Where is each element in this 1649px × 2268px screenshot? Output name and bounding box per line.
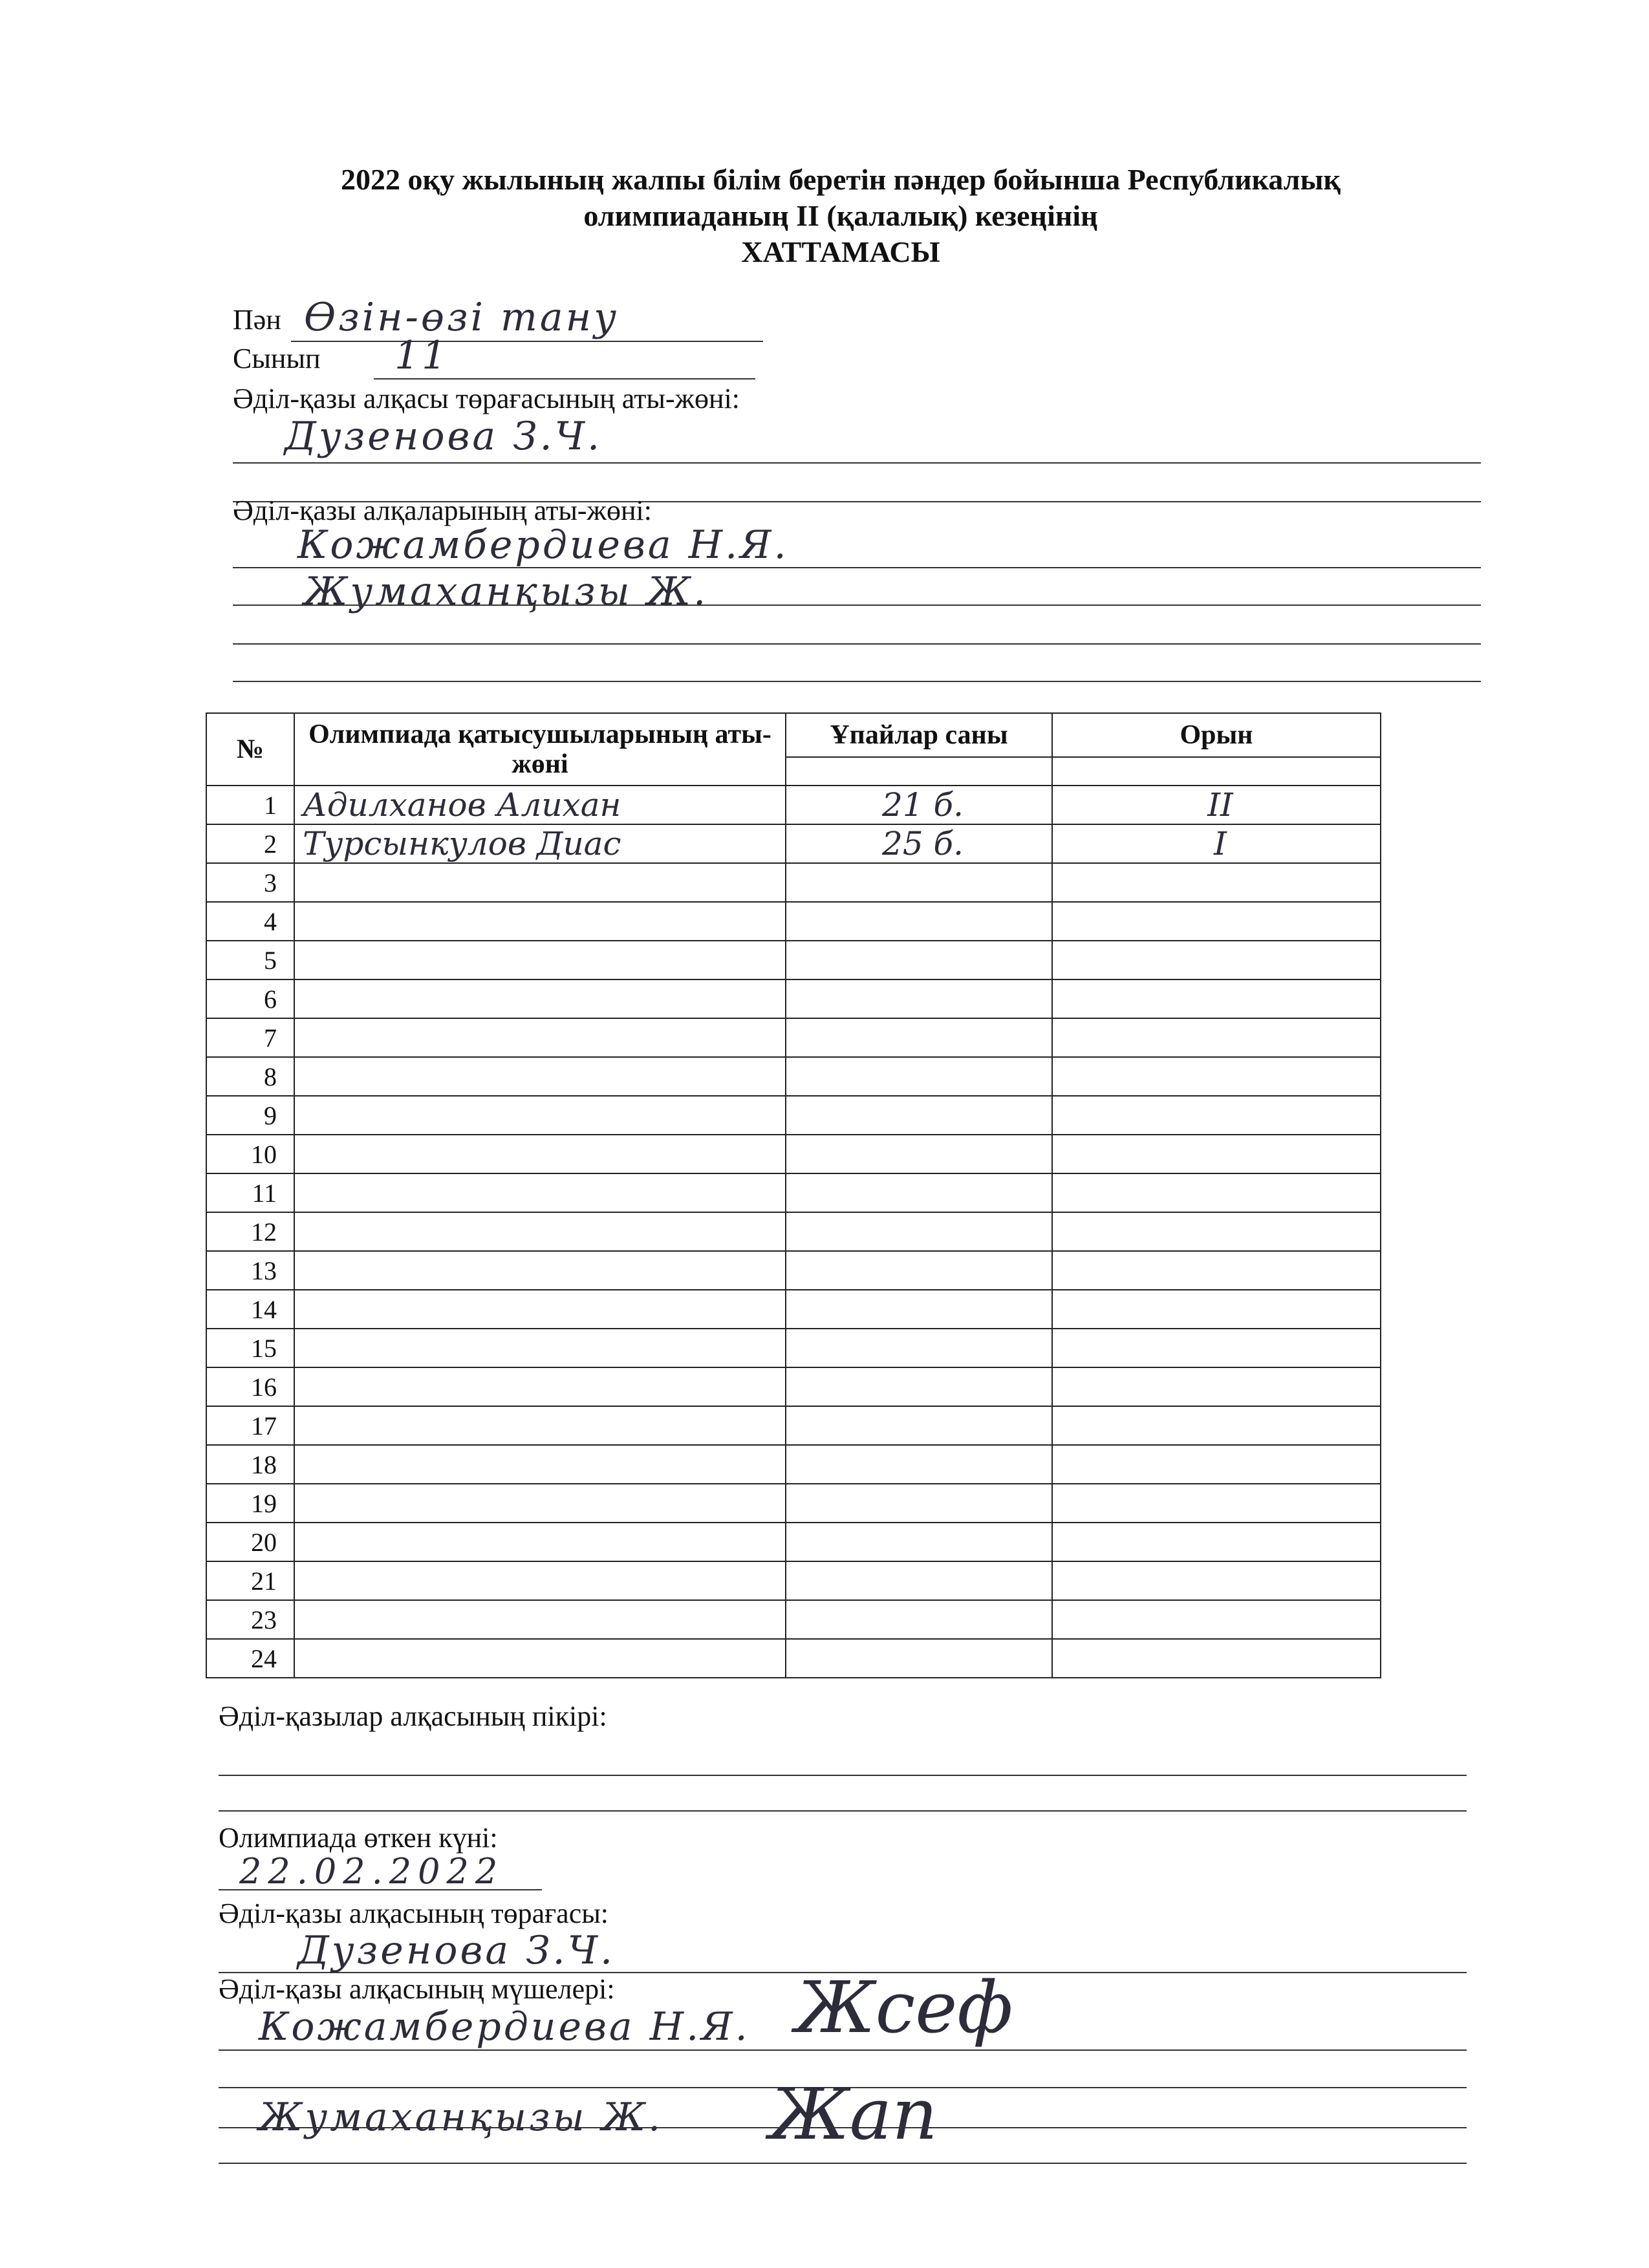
row-number-cell: 13 (206, 1251, 294, 1290)
participant-name-cell: Адилханов Алихан (294, 786, 786, 824)
table-row (206, 1406, 1381, 1445)
place-cell (1052, 1600, 1381, 1639)
row-number-cell: 19 (206, 1484, 294, 1523)
jury-member-footer-2: Жумаханқызы Ж. (259, 2095, 663, 2140)
table-row (206, 863, 1381, 902)
place-cell (1052, 1561, 1381, 1600)
table-row (206, 1484, 1381, 1523)
protocol-title-line-3: ХАТТАМАСЫ (741, 235, 940, 268)
col-header-place-sub (1052, 757, 1381, 786)
members-footer-line-4 (219, 2163, 1467, 2164)
jury-member-2: Жумаханқызы Ж. (304, 569, 709, 614)
place-cell (1052, 1251, 1381, 1290)
place-cell (1052, 1212, 1381, 1251)
score-cell (786, 1406, 1052, 1445)
score-cell: 25 б. (786, 824, 1052, 863)
date-underline (219, 1889, 542, 1890)
participant-name-cell (294, 1523, 786, 1561)
participant-name-cell (294, 1018, 786, 1057)
table-row (206, 786, 1381, 824)
row-number-cell: 24 (206, 1639, 294, 1678)
signature-2: Жап (770, 2073, 938, 2156)
table-row (206, 979, 1381, 1018)
row-number-cell: 8 (206, 1057, 294, 1096)
participant-name-cell (294, 1135, 786, 1173)
place-cell: I (1052, 824, 1381, 863)
row-number-cell: 12 (206, 1212, 294, 1251)
table-row (206, 1135, 1381, 1173)
jury-chair-line-1 (233, 462, 1481, 464)
signature-1: Жсеф (795, 1966, 1013, 2049)
row-number-cell: 2 (206, 824, 294, 863)
protocol-title-line-2: олимпиаданың II (қалалық) кезеңінің (583, 199, 1098, 232)
table-row (206, 1600, 1381, 1639)
jury-members-label: Әділ-қазы алқаларының аты-жөні: (233, 495, 652, 526)
table-row (206, 1057, 1381, 1096)
table-row (206, 1367, 1381, 1406)
place-cell (1052, 1484, 1381, 1523)
place-cell (1052, 1173, 1381, 1212)
class-value: 11 (394, 333, 449, 378)
table-row (206, 1096, 1381, 1135)
place-cell (1052, 1367, 1381, 1406)
class-label: Сынып (233, 343, 321, 374)
place-cell (1052, 979, 1381, 1018)
score-cell (786, 1329, 1052, 1367)
row-number-cell: 9 (206, 1096, 294, 1135)
participant-name-cell (294, 1367, 786, 1406)
table-row (206, 1523, 1381, 1561)
participant-name-cell (294, 1484, 786, 1523)
score-cell (786, 1135, 1052, 1173)
place-cell (1052, 1096, 1381, 1135)
row-number-cell: 5 (206, 941, 294, 979)
row-number-cell: 21 (206, 1561, 294, 1600)
score-cell (786, 1018, 1052, 1057)
jury-chair-value: Дузенова З.Ч. (285, 414, 603, 459)
score-cell (786, 1484, 1052, 1523)
participant-name-cell (294, 1251, 786, 1290)
row-number-cell: 6 (206, 979, 294, 1018)
row-number-cell: 10 (206, 1135, 294, 1173)
score-cell (786, 1600, 1052, 1639)
participant-name-cell (294, 1290, 786, 1329)
table-row (206, 902, 1381, 941)
col-header-score: Ұпайлар саны (786, 713, 1052, 757)
table-row (206, 1329, 1381, 1367)
participant-name-cell (294, 1639, 786, 1678)
olympiad-date-label: Олимпиада өткен күні: (219, 1822, 498, 1854)
score-cell (786, 1561, 1052, 1600)
table-row (206, 1251, 1381, 1290)
participant-name-cell (294, 1561, 786, 1600)
row-number-cell: 7 (206, 1018, 294, 1057)
score-cell (786, 1057, 1052, 1096)
olympiad-date-value: 22.02.2022 (239, 1851, 504, 1892)
col-header-place: Орын (1052, 713, 1381, 757)
jury-chair-footer-value: Дузенова З.Ч. (297, 1928, 616, 1973)
score-cell (786, 1251, 1052, 1290)
score-cell: 21 б. (786, 786, 1052, 824)
participant-name-cell: Турсынкулов Диас (294, 824, 786, 863)
table-row (206, 1639, 1381, 1678)
participant-name-cell (294, 941, 786, 979)
row-number-cell: 14 (206, 1290, 294, 1329)
place-cell (1052, 941, 1381, 979)
results-table (206, 712, 1381, 1678)
table-row (206, 1290, 1381, 1329)
participant-name-cell (294, 902, 786, 941)
participant-name-cell (294, 863, 786, 902)
opinion-line-2 (219, 1810, 1467, 1812)
score-cell (786, 941, 1052, 979)
subject-label: Пән (233, 304, 281, 336)
participant-name-cell (294, 1600, 786, 1639)
place-cell (1052, 863, 1381, 902)
row-number-cell: 15 (206, 1329, 294, 1367)
jury-chair-label: Әділ-қазы алқасы төрағасының аты-жөні: (233, 383, 740, 414)
col-header-score-sub (786, 757, 1052, 786)
table-row (206, 1445, 1381, 1484)
row-number-cell: 4 (206, 902, 294, 941)
score-cell (786, 1445, 1052, 1484)
participant-name-cell (294, 1057, 786, 1096)
place-cell (1052, 1523, 1381, 1561)
score-cell (786, 902, 1052, 941)
score-cell (786, 1523, 1052, 1561)
score-cell (786, 1367, 1052, 1406)
table-row (206, 1173, 1381, 1212)
jury-members-line-2 (233, 604, 1481, 606)
place-cell (1052, 1057, 1381, 1096)
members-footer-line-3 (219, 2127, 1467, 2128)
score-cell (786, 979, 1052, 1018)
score-cell (786, 1096, 1052, 1135)
jury-members-line-4 (233, 681, 1481, 682)
participant-name-cell (294, 1329, 786, 1367)
table-row (206, 1212, 1381, 1251)
row-number-cell: 17 (206, 1406, 294, 1445)
protocol-title-line-1: 2022 оқу жылының жалпы білім беретін пәндер бойынша Республикалық (340, 163, 1341, 196)
jury-member-1: Кожамбердиева Н.Я. (297, 522, 789, 568)
score-cell (786, 1639, 1052, 1678)
jury-member-footer-1: Кожамбердиева Н.Я. (259, 2004, 750, 2049)
score-cell (786, 863, 1052, 902)
table-row (206, 824, 1381, 863)
place-cell (1052, 1329, 1381, 1367)
row-number-cell: 16 (206, 1367, 294, 1406)
jury-members-line-3 (233, 643, 1481, 645)
row-number-cell: 1 (206, 786, 294, 824)
class-underline (374, 378, 755, 380)
table-row (206, 941, 1381, 979)
row-number-cell: 23 (206, 1600, 294, 1639)
score-cell (786, 1212, 1052, 1251)
participant-name-cell (294, 1096, 786, 1135)
subject-value: Өзін-өзі тану (304, 295, 619, 340)
members-footer-line-1 (219, 2049, 1467, 2051)
place-cell (1052, 902, 1381, 941)
participant-name-cell (294, 1445, 786, 1484)
col-header-name: Олимпиада қатысушыларының аты-жөні (294, 713, 786, 786)
participant-name-cell (294, 1212, 786, 1251)
place-cell (1052, 1445, 1381, 1484)
row-number-cell: 18 (206, 1445, 294, 1484)
place-cell (1052, 1406, 1381, 1445)
subject-underline (291, 341, 763, 342)
participant-name-cell (294, 1406, 786, 1445)
participant-name-cell (294, 979, 786, 1018)
jury-members-footer-label: Әділ-қазы алқасының мүшелері: (219, 1973, 615, 2005)
place-cell (1052, 1135, 1381, 1173)
jury-chair-footer-label: Әділ-қазы алқасының төрағасы: (219, 1898, 609, 1929)
place-cell (1052, 1639, 1381, 1678)
score-cell (786, 1290, 1052, 1329)
place-cell (1052, 1290, 1381, 1329)
row-number-cell: 20 (206, 1523, 294, 1561)
row-number-cell: 11 (206, 1173, 294, 1212)
row-number-cell: 3 (206, 863, 294, 902)
col-header-num: № (206, 713, 294, 786)
participant-name-cell (294, 1173, 786, 1212)
table-row (206, 1561, 1381, 1600)
opinion-line-1 (219, 1775, 1467, 1776)
score-cell (786, 1173, 1052, 1212)
place-cell: II (1052, 786, 1381, 824)
jury-opinion-label: Әділ-қазылар алқасының пікірі: (219, 1700, 607, 1732)
table-row (206, 1018, 1381, 1057)
place-cell (1052, 1018, 1381, 1057)
jury-members-line-1 (233, 567, 1481, 568)
